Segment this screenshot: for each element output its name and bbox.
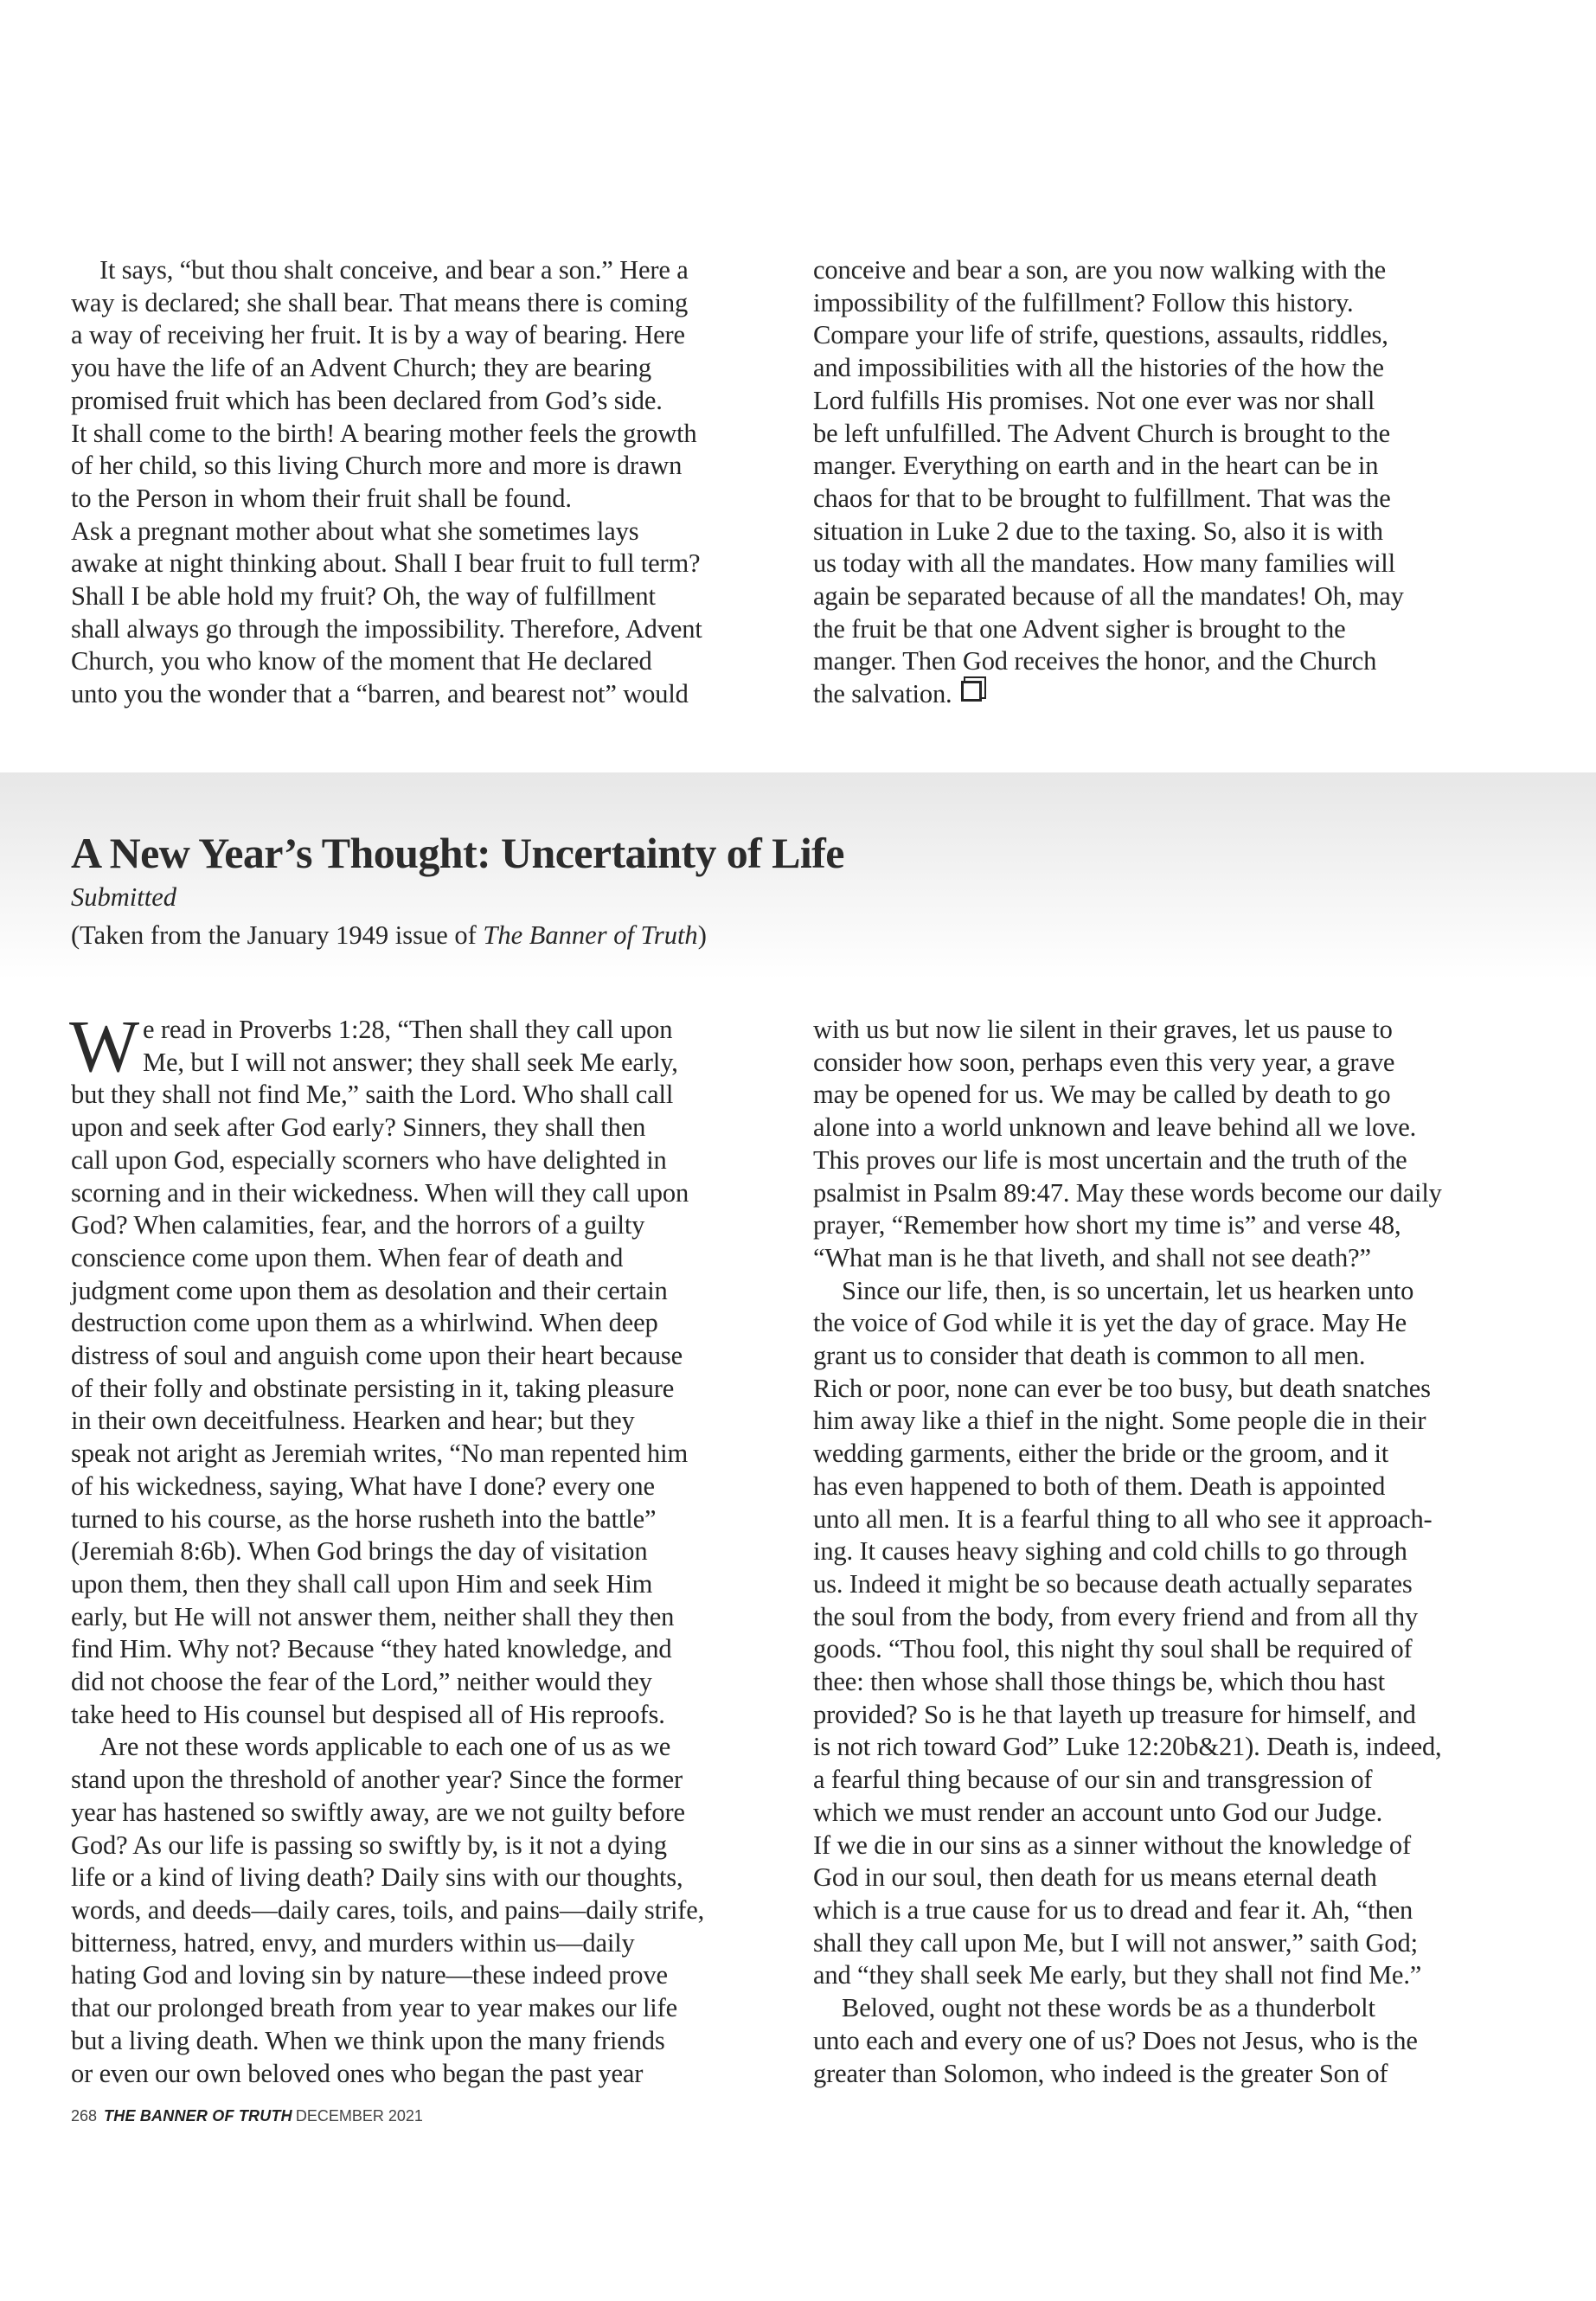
article-paragraph-1 <box>69 1004 778 1731</box>
text-line: It shall come to the birth! A bearing mother feels the growth <box>71 418 697 448</box>
text-line: the salvation. <box>813 678 1520 711</box>
text-line: did not choose the fear of the Lord,” neither would they <box>71 1667 652 1697</box>
text-line: that our prolonged breath from year to year makes our life <box>71 1993 678 2023</box>
text-line: (Jeremiah 8:6b). When God brings the day of visitation <box>71 1536 648 1567</box>
text-line: impossibility of the fulfillment? Follow this history. <box>813 287 1354 317</box>
text-line: judgment come upon them as desolation and their certain <box>71 1275 668 1305</box>
text-line: a way of receiving her fruit. It is by a way of bearing. Here <box>71 320 685 350</box>
text-line: provided? So is he that layeth up treasure for himself, and <box>813 1699 1416 1729</box>
article-byline: Submitted <box>71 882 176 912</box>
text-line: or even our own beloved ones who began the past year <box>71 2058 644 2088</box>
text-line: the soul from the body, from every friend and from all thy <box>813 1601 1419 1631</box>
article-paragraph-2 <box>71 1731 778 2090</box>
text-line: unto you the wonder that a “barren, and bearest not” would <box>71 679 689 709</box>
text-line: upon and seek after God early? Sinners, they shall then <box>71 1112 646 1143</box>
text-line: may be opened for us. We may be called by death to go <box>813 1080 1391 1110</box>
previous-article-left-column <box>71 254 778 711</box>
text-line: Shall I be able hold my fruit? Oh, the way of fulfillment <box>71 581 656 612</box>
text-line: year has hastened so swiftly away, are we not guilty before <box>71 1797 685 1827</box>
text-line: us. Indeed it might be so because death actually separates <box>813 1568 1413 1599</box>
text-line: shall they call upon Me, but I will not answer,” saith God; <box>813 1927 1418 1958</box>
text-line: If we die in our sins as a sinner without the knowledge of <box>813 1830 1411 1860</box>
text-line: wedding garments, either the bride or the groom, and it <box>813 1439 1389 1469</box>
text-line: of her child, so this living Church more and more is drawn <box>71 451 683 481</box>
text-line: the voice of God while it is yet the day of grace. May He <box>813 1308 1407 1338</box>
text-line: with us but now lie silent in their graves, let us pause to <box>813 1015 1393 1044</box>
article-right-column <box>813 1014 1520 2090</box>
article-left-column <box>69 1004 778 2090</box>
text-line: “What man is he that liveth, and shall not see death?” <box>813 1242 1371 1272</box>
text-line: of his wickedness, saying, What have I done? every one <box>71 1471 655 1501</box>
text-line: in their own deceitfulness. Hearken and hear; but they <box>71 1406 635 1436</box>
article-paragraph-3 <box>813 1275 1520 1992</box>
text-line: you have the life of an Advent Church; they are bearing <box>71 353 651 383</box>
source-prefix: (Taken from the January 1949 issue of <box>71 920 484 950</box>
text-line: consider how soon, perhaps even this very year, a grave <box>813 1047 1395 1077</box>
previous-article-left-text <box>71 254 778 711</box>
text-line: goods. “Thou fool, this night thy soul shall be required of <box>813 1634 1413 1664</box>
source-suffix: ) <box>697 920 707 950</box>
text-line: words, and deeds—daily cares, toils, and pains—daily strife, <box>71 1894 705 1925</box>
text-line: God? As our life is passing so swiftly by, is it not a dying <box>71 1830 667 1860</box>
text-line: which is a true cause for us to dread and fear it. Ah, “then <box>813 1894 1413 1925</box>
text-line: prayer, “Remember how short my time is” and verse 48, <box>813 1210 1401 1240</box>
drop-cap: W <box>69 1004 140 1087</box>
text-line: of their folly and obstinate persisting in it, taking pleasure <box>71 1373 675 1403</box>
text-line: turned to his course, as the horse rusheth into the battle” <box>71 1503 657 1534</box>
text-line: scorning and in their wickedness. When will they call upon <box>71 1177 689 1208</box>
page-footer <box>71 2106 423 2125</box>
text-line: ing. It causes heavy sighing and cold chills to go through <box>813 1536 1407 1567</box>
text-line: This proves our life is most uncertain and the truth of the <box>813 1144 1407 1175</box>
previous-article-right-text <box>813 254 1520 711</box>
text-line: bitterness, hatred, envy, and murders within us—daily <box>71 1927 635 1958</box>
text-line: Church, you who know of the moment that He declared <box>71 646 652 676</box>
text-line: hating God and loving sin by nature—these indeed prove <box>71 1960 668 1990</box>
text-line: shall always go through the impossibility. Therefore, Advent <box>71 613 702 644</box>
text-line: call upon God, especially scorners who have delighted in <box>71 1144 667 1175</box>
text-line: the fruit be that one Advent sigher is brought to the <box>813 613 1346 644</box>
text-line: upon them, then they shall call upon Him and seek Him <box>71 1568 653 1599</box>
text-line: It says, “but thou shalt conceive, and bear a son.” Here a <box>99 255 689 285</box>
article-paragraph-1-lines <box>69 1004 778 1731</box>
text-line: thee: then whose shall those things be, which thou hast <box>813 1667 1385 1697</box>
article-paragraph-2-continued <box>813 1014 1520 1275</box>
text-line: Rich or poor, none can ever be too busy, but death snatches <box>813 1373 1431 1403</box>
text-line: situation in Luke 2 due to the taxing. So, also it is with <box>813 516 1383 546</box>
previous-article-right-lines <box>813 254 1520 711</box>
text-line: speak not aright as Jeremiah writes, “No man repented him <box>71 1439 689 1469</box>
text-line: unto each and every one of us? Does not Jesus, who is the <box>813 2025 1418 2055</box>
article-title: A New Year’s Thought: Uncertainty of Life <box>71 829 844 877</box>
text-line: is not rich toward God” Luke 12:20b&21). Death is, indeed, <box>813 1732 1442 1762</box>
end-of-article-box-icon <box>961 681 982 702</box>
previous-article-right-column <box>813 254 1520 711</box>
text-line: find Him. Why not? Because “they hated knowledge, and <box>71 1634 672 1664</box>
text-line: Lord fulfills His promises. Not one ever was nor shall <box>813 385 1375 415</box>
text-line: conscience come upon them. When fear of death and <box>71 1242 624 1272</box>
text-line: life or a kind of living death? Daily sins with our thoughts, <box>71 1862 683 1893</box>
issue-date: DECEMBER 2021 <box>295 2107 423 2125</box>
text-line: way is declared; she shall bear. That means there is coming <box>71 287 689 317</box>
text-line: manger. Everything on earth and in the heart can be in <box>813 451 1379 481</box>
text-line: Beloved, ought not these words be as a thunderbolt <box>842 1993 1375 2023</box>
text-line: which we must render an account unto God our Judge. <box>813 1797 1383 1827</box>
text-line: alone into a world unknown and leave behind all we love. <box>813 1112 1417 1143</box>
text-line: God? When calamities, fear, and the horrors of a guilty <box>71 1210 645 1240</box>
text-line: distress of soul and anguish come upon their heart because <box>71 1341 683 1371</box>
text-line: to the Person in whom their fruit shall be found. <box>71 483 572 513</box>
text-line: Since our life, then, is so uncertain, let us hearken unto <box>842 1275 1414 1305</box>
text-line: Compare your life of strife, questions, assaults, riddles, <box>813 320 1388 350</box>
text-line: be left unfulfilled. The Advent Church is brought to the <box>813 418 1390 448</box>
text-line: God in our soul, then death for us means eternal death <box>813 1862 1377 1893</box>
text-line: has even happened to both of them. Death is appointed <box>813 1471 1386 1501</box>
text-line: awake at night thinking about. Shall I bear fruit to full term? <box>71 548 701 579</box>
article-source-note <box>71 920 707 952</box>
text-line: and impossibilities with all the histories of the how the <box>813 353 1384 383</box>
text-line: him away like a thief in the night. Some people die in their <box>813 1406 1426 1436</box>
source-publication-title: The Banner of Truth <box>483 920 698 950</box>
text-line: Are not these words applicable to each one of us as we <box>99 1732 671 1762</box>
publication-name: THE BANNER OF TRUTH <box>104 2107 292 2125</box>
text-line: Me, but I will not answer; they shall seek Me early, <box>143 1047 678 1077</box>
text-line: conceive and bear a son, are you now walking with the <box>813 255 1386 285</box>
text-line: greater than Solomon, who indeed is the greater Son of <box>813 2058 1388 2088</box>
text-line: unto all men. It is a fearful thing to all who see it approach- <box>813 1503 1433 1534</box>
text-line: grant us to consider that death is common to all men. <box>813 1341 1366 1371</box>
text-line: e read in Proverbs 1:28, “Then shall they call upon <box>143 1015 673 1044</box>
text-line: promised fruit which has been declared from God’s side. <box>71 385 663 415</box>
text-line: and “they shall seek Me early, but they shall not find Me.” <box>813 1960 1422 1990</box>
text-line: take heed to His counsel but despised all of His reproofs. <box>71 1699 665 1729</box>
page-number: 268 <box>71 2107 98 2125</box>
text-line: chaos for that to be brought to fulfillment. That was the <box>813 483 1391 513</box>
text-line: destruction come upon them as a whirlwind. When deep <box>71 1308 658 1338</box>
text-line: but they shall not find Me,” saith the Lord. Who shall call <box>71 1080 674 1110</box>
text-line: manger. Then God receives the honor, and the Church <box>813 646 1377 676</box>
text-line: early, but He will not answer them, neither shall they then <box>71 1601 675 1631</box>
text-line: us today with all the mandates. How many families will <box>813 548 1395 579</box>
text-line: but a living death. When we think upon the many friends <box>71 2025 665 2055</box>
article-paragraph-4 <box>813 1992 1520 2090</box>
text-line: stand upon the threshold of another year? Since the former <box>71 1765 683 1795</box>
text-line: Ask a pregnant mother about what she sometimes lays <box>71 516 639 546</box>
text-line: a fearful thing because of our sin and transgression of <box>813 1765 1373 1795</box>
text-line: psalmist in Psalm 89:47. May these words become our daily <box>813 1177 1442 1208</box>
text-line: again be separated because of all the mandates! Oh, may <box>813 581 1404 612</box>
